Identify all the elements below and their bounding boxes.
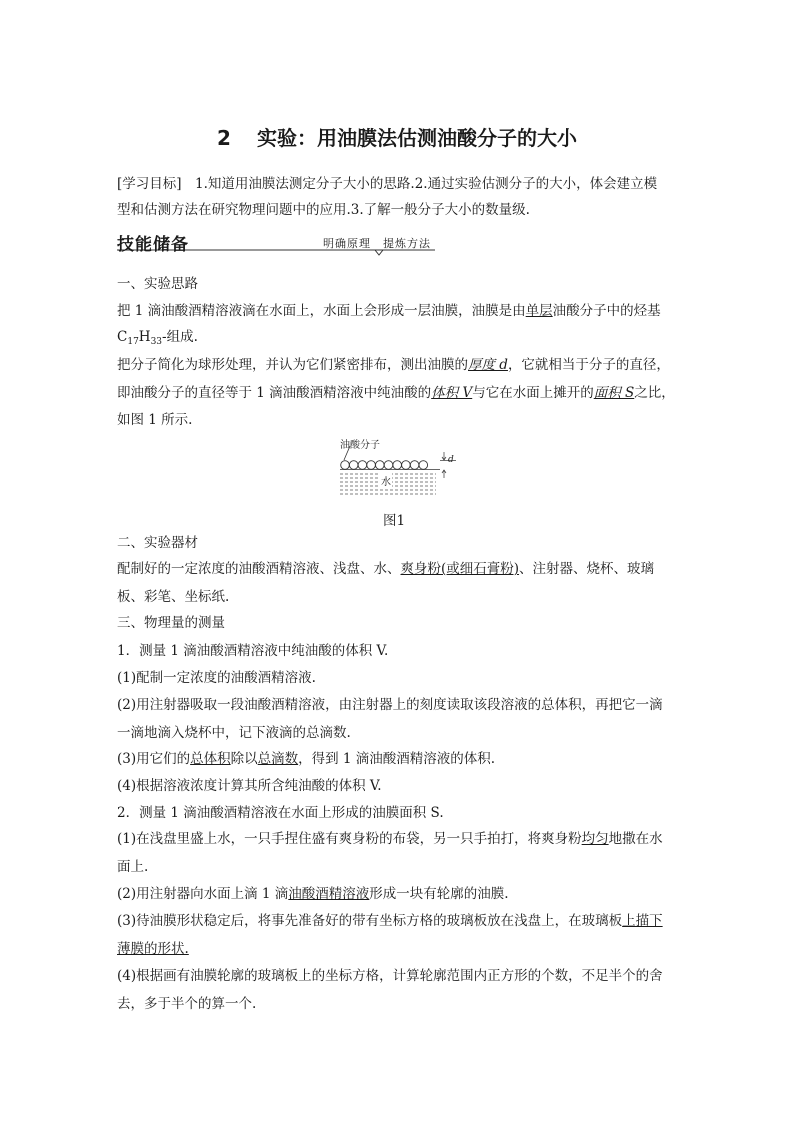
measure-1-step-2-line-2: 一滴地滴入烧杯中，记下液滴的总滴数. <box>117 725 351 741</box>
measure-1-heading: 1．测量 1 滴油酸酒精溶液中纯油酸的体积 V. <box>117 643 389 659</box>
measure-1-step-3: (3)用它们的总体积除以总滴数，得到 1 滴油酸酒精溶液的体积. <box>117 751 496 767</box>
measure-2-step-1-line-2: 面上. <box>117 859 149 875</box>
title-text: 实验：用油膜法估测油酸分子的大小 <box>256 126 577 150</box>
figure-label-water: 水 <box>380 473 392 488</box>
section-3-heading: 三、物理量的测量 <box>117 615 225 631</box>
measure-1-step-4: (4)根据溶液浓度计算其所含纯油酸的体积 V. <box>117 778 382 794</box>
measure-1-step-1: (1)配制一定浓度的油酸酒精溶液. <box>117 670 316 686</box>
measure-2-step-3-line-2: 薄膜的形状. <box>117 941 189 957</box>
section-1-line-1: 把 1 滴油酸酒精溶液滴在水面上，水面上会形成一层油膜，油膜是由单层油酸分子中的烃基 <box>117 303 661 319</box>
section-2-heading: 二、实验器材 <box>117 535 198 551</box>
section-1-line-5: 如图 1 所示. <box>117 412 193 428</box>
figure-label-d: d <box>448 455 454 465</box>
section-1-line-4: 即油酸分子的直径等于 1 滴油酸酒精溶液中纯油酸的体积 V与它在水面上摊开的面积 S之比， <box>117 385 675 401</box>
measure-2-step-4-line-1: (4)根据画有油膜轮廓的玻璃板上的坐标方格，计算轮廓范围内正方形的个数，不足半个的舍 <box>117 968 663 984</box>
title-number: 2 <box>217 126 231 150</box>
page-title <box>0 122 794 151</box>
section-1-line-2: $C_{17}H_{33}-$组成. <box>117 329 198 347</box>
figure-caption: 图1 <box>383 513 406 529</box>
section-2-line-1: 配制好的一定浓度的油酸酒精溶液、浅盘、水、爽身粉(或细石膏粉)、注射器、烧杯、玻璃 <box>117 561 655 577</box>
measure-2-step-1-line-1: (1)在浅盘里盛上水，一只手捏住盛有爽身粉的布袋，另一只手拍打，将爽身粉均匀地撒在水 <box>117 831 663 847</box>
measure-2-step-2: (2)用注射器向水面上滴 1 滴油酸酒精溶液形成一块有轮廓的油膜. <box>117 886 509 902</box>
measure-2-step-4-line-2: 去，多于半个的算一个. <box>117 996 257 1012</box>
objectives-line-2: 型和估测方法在研究物理问题中的应用.3.了解一般分子大小的数量级. <box>117 202 530 218</box>
banner-subtitle: 明确原理 提炼方法 <box>323 237 431 250</box>
objectives-line-1: [学习目标] 1.知道用油膜法测定分子大小的思路.2.通过实验估测分子的大小，体会建立模 <box>117 176 658 192</box>
section-2-line-2: 板、彩笔、坐标纸. <box>117 589 230 605</box>
oil-film-figure <box>336 434 460 500</box>
section-1-line-3: 把分子简化为球形处理，并认为它们紧密排布，测出油膜的厚度 d，它就相当于分子的直径， <box>117 357 670 373</box>
banner-label: 技能储备 <box>117 235 189 255</box>
section-1-heading: 一、实验思路 <box>117 276 198 292</box>
measure-2-heading: 2．测量 1 滴油酸酒精溶液在水面上形成的油膜面积 S. <box>117 805 444 821</box>
measure-1-step-2-line-1: (2)用注射器吸取一段油酸酒精溶液，由注射器上的刻度读取该段溶液的总体积，再把它一滴 <box>117 697 663 713</box>
measure-2-step-3-line-1: (3)待油膜形状稳定后，将事先准备好的带有坐标方格的玻璃板放在浅盘上，在玻璃板上描下 <box>117 913 663 929</box>
skills-banner <box>117 230 435 256</box>
figure-label-oil-molecule: 油酸分子 <box>340 440 380 451</box>
